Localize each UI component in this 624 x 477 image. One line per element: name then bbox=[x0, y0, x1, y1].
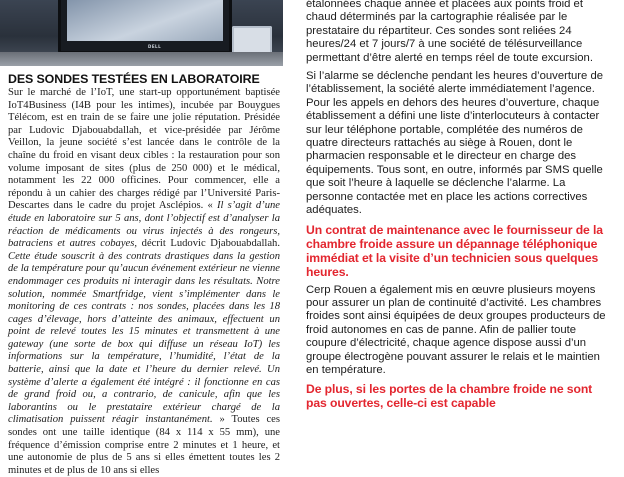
quote-part-2: Cette étude souscrit à des contrats drastiques dans la gestion de la température pour qu’aucun événement extérieur ne vienne endommager ces produits ni interagir dans les résultats. Notre solution, nommée Smartfridge, vient s’implémenter dans le monitoring de ces contrats : nos sondes, placées dans les 18 cages d’élevage, hors d’atteinte des animaux, effectuent un point de relevé toutes les 15 minutes et transmettent à une gateway (une sorte de box qui diffuse un réseau IoT) les informations sur la température, l’humidité, l’état de la batterie, ainsi que la date et l’heure du dernier relevé. Un système d’alerte a également été intégré : il fonctionne en cas de grand froid ou, a contrario, de canicule, afin que les laborantins ou le prestataire extérieur chargé de la climatisation puissent réagir instantanément. bbox=[8, 250, 280, 426]
closing-text: » Toutes ces sondes ont une taille identique (84 x 114 x 55 mm), une fréquence d’émission comprise entre 2 minutes et 1 heure, et une autonomie de plus de 5 ans si elles émettent toutes les 2 minutes et de plus de 10 ans si elles bbox=[8, 414, 280, 476]
right-paragraph-1: étalonnées chaque année et placées aux points froid et chaud déterminés par la cartographie réalisée par le prestataire du répartiteur. Ces sondes sont reliées 24 heures/24 et 7 jours/7 à une société de télésurveillance permettant d’être alerté en temps réel de toute excursion. bbox=[306, 0, 593, 64]
desk-surface bbox=[0, 52, 283, 66]
left-paragraph bbox=[8, 87, 280, 477]
quote-part-1: Il s’agit d’une étude en laboratoire sur 5 ans, dont l’objectif est d’analyser la réaction de médicaments ou virus injectés à des rongeurs, batraciens et autres cobayes, bbox=[8, 200, 281, 250]
callout-doors: De plus, si les portes de la chambre froide ne sont pas ouvertes, celle-ci est capable bbox=[306, 382, 593, 411]
article-photo bbox=[0, 0, 283, 66]
attribution-text: décrit Ludovic Djabouabdallah. bbox=[137, 238, 280, 250]
monitor-screen bbox=[67, 0, 223, 41]
left-column bbox=[8, 72, 280, 477]
monitor-illustration bbox=[58, 0, 232, 54]
section-heading: DES SONDES TESTÉES EN LABORATOIRE bbox=[8, 72, 260, 86]
right-paragraph-3: Cerp Rouen a également mis en œuvre plusieurs moyens pour assurer un plan de continuité d’activité. Les chambres froides sont ainsi équipées de deux groupes producteurs de froid autonomes en cas de panne. Afin de pallier toute coupure d’électricité, chaque agence dispose aussi d’un groupe électrogène pouvant assurer le relais et le maintien en température. bbox=[306, 283, 606, 376]
intro-text: Sur le marché de l’IoT, une start-up opportunément baptisée IoT4Business (I4B pour les intimes), incubée par Bouygues Télécom, est en train de se faire une jolie réputation. Présidée par Ludovic Djabouabdallah, et vice-présidée par Jérôme Veillon, la jeune société s’est lancée dans le contrôle de la chaîne du froid en visant deux cibles : la restauration pour son volume imposant de sites (plus de 250 000) et le médical, notamment les 22 000 officines. Pour commencer, elle a répondu à un cahier des charges rédigé par l’Université Paris-Descartes dans le cadre du projet Asclépios. « bbox=[8, 87, 280, 212]
right-column bbox=[306, 0, 614, 410]
monitor-brand: DELL bbox=[148, 44, 162, 49]
right-paragraph-2: Si l’alarme se déclenche pendant les heures d’ouverture de l’établissement, la société alerte immédiatement l’agence. Pour les appels en dehors des heures d’ouverture, chaque établissement a défini une liste d’interlocuteurs à contacter sur leur téléphone portable, complétée des numéros de quatre directeurs rattachés au siège à Rouen, dont le pharmacien responsable et le directeur en charge des équipements. Tous sont, en outre, informés par SMS quelle que soit l’heure à laquelle se déclenche l’alarme. La personne contactée met en place les actions correctives adéquates. bbox=[306, 70, 604, 217]
callout-maintenance: Un contrat de maintenance avec le fournisseur de la chambre froide assure un dépannage téléphonique immédiat et la visite d’un technicien sous quelques heures. bbox=[306, 222, 603, 279]
